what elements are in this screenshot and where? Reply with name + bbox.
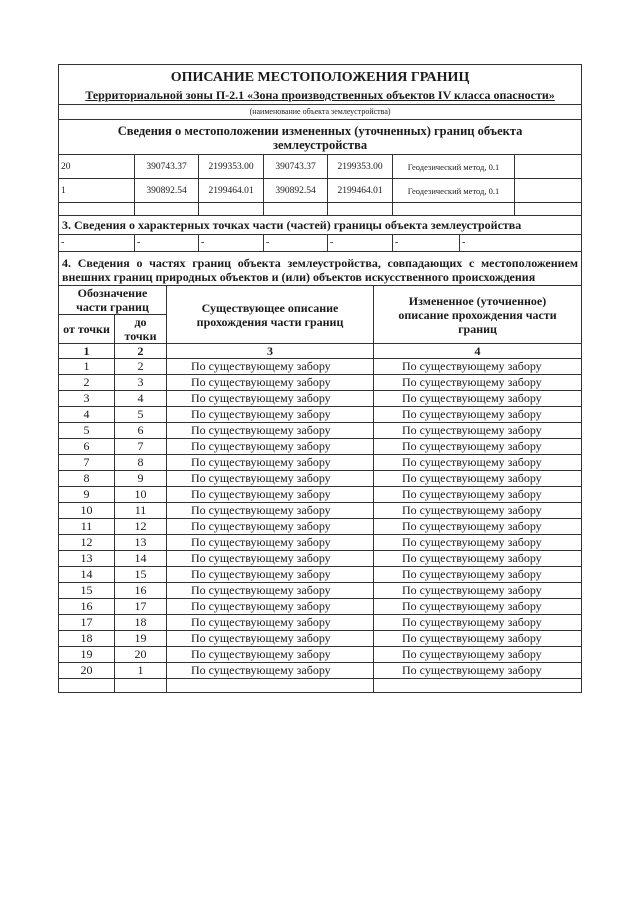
dash-cell: -: [460, 235, 582, 252]
table-row: [59, 647, 582, 663]
existing-cell: По существующему забору: [167, 439, 374, 455]
table-row: [59, 423, 582, 439]
to-cell: 8: [115, 455, 167, 471]
col-number: 4: [374, 344, 582, 359]
document-title: ОПИСАНИЕ МЕСТОПОЛОЖЕНИЯ ГРАНИЦ: [170, 70, 470, 85]
existing-cell: По существующему забору: [167, 471, 374, 487]
table-row: [59, 583, 582, 599]
to-cell: 1: [115, 663, 167, 679]
table-row: [59, 391, 582, 407]
to-cell: 16: [115, 583, 167, 599]
section3-heading: 3. Сведения о характерных точках части (частей) границы объекта землеустройства: [59, 216, 582, 235]
boundary-rows: [59, 359, 582, 679]
designation-header: Обозначение части границ: [59, 286, 167, 315]
from-cell: 7: [59, 455, 115, 471]
dash-cell: -: [328, 235, 393, 252]
changed-cell: По существующему забору: [374, 359, 582, 375]
changed-cell: По существующему забору: [374, 487, 582, 503]
coord-x1: 390743.37: [135, 155, 199, 179]
existing-cell: По существующему забору: [167, 455, 374, 471]
to-cell: 4: [115, 391, 167, 407]
changed-cell: По существующему забору: [374, 471, 582, 487]
existing-cell: По существующему забору: [167, 535, 374, 551]
to-cell: 18: [115, 615, 167, 631]
changed-cell: По существующему забору: [374, 503, 582, 519]
existing-cell: По существующему забору: [167, 423, 374, 439]
existing-cell: По существующему забору: [167, 519, 374, 535]
table-row: [59, 375, 582, 391]
changed-cell: По существующему забору: [374, 455, 582, 471]
dash-cell: -: [59, 235, 135, 252]
coord-y2: 2199464.01: [328, 179, 393, 203]
changed-cell: По существующему забору: [374, 647, 582, 663]
from-cell: 9: [59, 487, 115, 503]
dash-cell: -: [393, 235, 460, 252]
existing-cell: По существующему забору: [167, 551, 374, 567]
from-cell: 10: [59, 503, 115, 519]
zone-subtitle: Территориальной зоны П-2.1 «Зона производственных объектов IV класса опасности»: [85, 88, 555, 102]
to-cell: 14: [115, 551, 167, 567]
dash-cell: -: [135, 235, 199, 252]
changed-cell: По существующему забору: [374, 567, 582, 583]
coord-x2: 390892.54: [264, 179, 328, 203]
coord-x2: 390743.37: [264, 155, 328, 179]
changed-cell: По существующему забору: [374, 551, 582, 567]
col-number: 3: [167, 344, 374, 359]
from-cell: 3: [59, 391, 115, 407]
from-cell: 11: [59, 519, 115, 535]
col-number: 2: [115, 344, 167, 359]
changed-cell: По существующему забору: [374, 439, 582, 455]
changed-cell: По существующему забору: [374, 391, 582, 407]
existing-cell: По существующему забору: [167, 503, 374, 519]
to-cell: 6: [115, 423, 167, 439]
section3-row: [59, 235, 582, 252]
boundary-parts-table: [58, 285, 582, 693]
table-row-empty: [59, 679, 582, 693]
to-cell: 3: [115, 375, 167, 391]
table-row: [59, 519, 582, 535]
from-cell: 4: [59, 407, 115, 423]
from-cell: 17: [59, 615, 115, 631]
dash-cell: -: [199, 235, 264, 252]
changed-cell: По существующему забору: [374, 615, 582, 631]
coord-point: 1: [59, 179, 135, 203]
document-sheet: [58, 64, 581, 693]
table-row: [59, 631, 582, 647]
existing-cell: По существующему забору: [167, 599, 374, 615]
from-header: от точки: [59, 315, 115, 344]
coord-x1: 390892.54: [135, 179, 199, 203]
existing-cell: По существующему забору: [167, 647, 374, 663]
table-row: [59, 615, 582, 631]
coord-extra: [515, 155, 582, 179]
from-cell: 6: [59, 439, 115, 455]
header-table: [58, 64, 582, 286]
document-title-cell: [59, 65, 582, 105]
coord-empty-row: [59, 203, 582, 216]
to-cell: 5: [115, 407, 167, 423]
coord-y2: 2199353.00: [328, 155, 393, 179]
changed-cell: По существующему забору: [374, 599, 582, 615]
coord-row: [59, 155, 582, 179]
to-cell: 12: [115, 519, 167, 535]
existing-cell: По существующему забору: [167, 615, 374, 631]
changed-cell: По существующему забору: [374, 407, 582, 423]
to-cell: 19: [115, 631, 167, 647]
table-row: [59, 567, 582, 583]
table-row: [59, 487, 582, 503]
from-cell: 15: [59, 583, 115, 599]
table-row: [59, 503, 582, 519]
from-cell: 5: [59, 423, 115, 439]
changed-cell: По существующему забору: [374, 583, 582, 599]
coord-row: [59, 179, 582, 203]
existing-cell: По существующему забору: [167, 391, 374, 407]
changed-header: Измененное (уточненное) описание прохождения части границ: [374, 286, 582, 344]
from-cell: 20: [59, 663, 115, 679]
from-cell: 12: [59, 535, 115, 551]
coord-y1: 2199353.00: [199, 155, 264, 179]
object-note: (наименование объекта землеустройства): [59, 105, 582, 120]
to-cell: 13: [115, 535, 167, 551]
existing-header: Существующее описание прохождения части границ: [167, 286, 374, 344]
table-row: [59, 599, 582, 615]
existing-cell: По существующему забору: [167, 583, 374, 599]
coord-extra: [515, 179, 582, 203]
table-row: [59, 663, 582, 679]
coord-method: Геодезический метод, 0.1: [393, 155, 515, 179]
to-cell: 10: [115, 487, 167, 503]
to-cell: 2: [115, 359, 167, 375]
changed-cell: По существующему забору: [374, 663, 582, 679]
from-cell: 2: [59, 375, 115, 391]
changed-cell: По существующему забору: [374, 535, 582, 551]
changed-cell: По существующему забору: [374, 519, 582, 535]
coord-point: 20: [59, 155, 135, 179]
from-cell: 8: [59, 471, 115, 487]
existing-cell: По существующему забору: [167, 375, 374, 391]
table-row: [59, 455, 582, 471]
section4-heading: 4. Сведения о частях границ объекта землеустройства, совпадающих с местоположением внешних границ природных объектов и (или) объектов искусственного происхождения: [59, 252, 582, 286]
to-cell: 15: [115, 567, 167, 583]
from-cell: 1: [59, 359, 115, 375]
table-row: [59, 439, 582, 455]
to-cell: 9: [115, 471, 167, 487]
existing-cell: По существующему забору: [167, 631, 374, 647]
changed-cell: По существующему забору: [374, 375, 582, 391]
changed-boundaries-heading: Сведения о местоположении измененных (уточненных) границ объекта землеустройства: [59, 120, 582, 155]
table-row: [59, 535, 582, 551]
changed-cell: По существующему забору: [374, 423, 582, 439]
existing-cell: По существующему забору: [167, 487, 374, 503]
table-row: [59, 359, 582, 375]
col-number: 1: [59, 344, 115, 359]
table-row: [59, 551, 582, 567]
from-cell: 14: [59, 567, 115, 583]
table-row: [59, 471, 582, 487]
existing-cell: По существующему забору: [167, 407, 374, 423]
table-row: [59, 407, 582, 423]
from-cell: 16: [59, 599, 115, 615]
to-cell: 20: [115, 647, 167, 663]
to-cell: 11: [115, 503, 167, 519]
existing-cell: По существующему забору: [167, 567, 374, 583]
from-cell: 13: [59, 551, 115, 567]
from-cell: 18: [59, 631, 115, 647]
from-cell: 19: [59, 647, 115, 663]
changed-cell: По существующему забору: [374, 631, 582, 647]
to-cell: 7: [115, 439, 167, 455]
to-cell: 17: [115, 599, 167, 615]
coord-method: Геодезический метод, 0.1: [393, 179, 515, 203]
existing-cell: По существующему забору: [167, 663, 374, 679]
column-numbers-row: [59, 344, 582, 359]
coord-y1: 2199464.01: [199, 179, 264, 203]
to-header: до точки: [115, 315, 167, 344]
dash-cell: -: [264, 235, 328, 252]
existing-cell: По существующему забору: [167, 359, 374, 375]
